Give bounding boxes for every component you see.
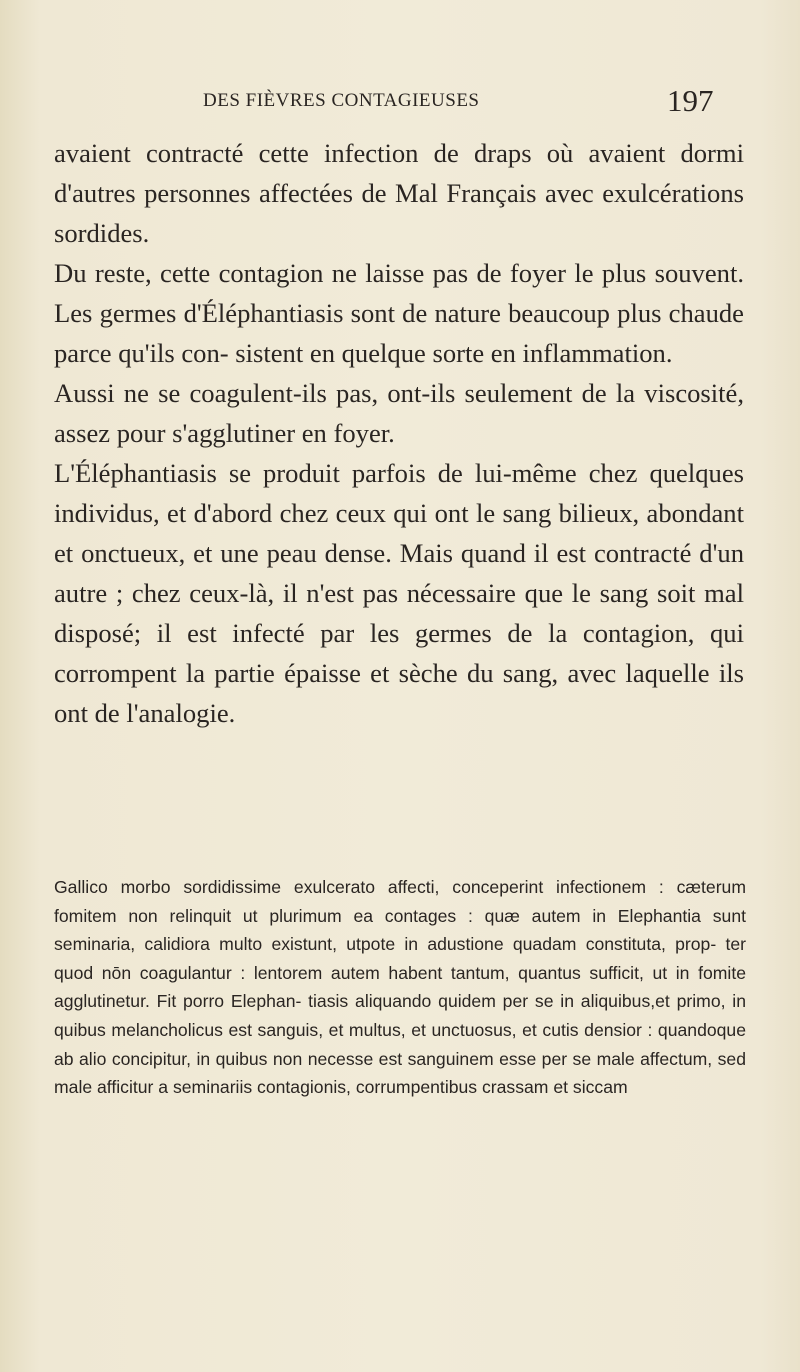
running-head-title: DES FIÈVRES CONTAGIEUSES — [203, 90, 480, 111]
french-translation — [54, 133, 744, 733]
french-paragraph-2: Du reste, cette contagion ne laisse pas de foyer le plus souvent. Les germes d'Éléphantiasis sont de nature beaucoup plus chaude parce qu'ils con- sistent en quelque sorte en inflammation. — [54, 258, 744, 368]
latin-original-text — [54, 873, 746, 1102]
french-paragraph-1: avaient contracté cette infection de draps où avaient dormi d'autres personnes affectées de Mal Français avec exulcérations sordides. — [54, 138, 744, 248]
french-paragraph-3: Aussi ne se coagulent-ils pas, ont-ils seulement de la viscosité, assez pour s'agglutiner en foyer. — [54, 378, 744, 448]
page-number: 197 — [667, 83, 714, 118]
french-paragraph-4: L'Éléphantiasis se produit parfois de lui-même chez quelques individus, et d'abord chez ceux qui ont le sang bilieux, abondant et onctueux, et une peau dense. Mais quand il est contracté d'un autre ; chez ceux-là, il n'est pas nécessaire que le sang soit mal disposé; il est infecté par les germes de la contagion, qui corrompent la partie épaisse et sèche du sang, avec laquelle ils ont de l'analogie. — [54, 458, 744, 728]
running-head — [0, 83, 800, 120]
latin-paragraph: Gallico morbo sordidissime exulcerato affecti, conceperint infectionem : cæterum fomitem non relinquit ut plurimum ea contages : quæ autem in Elephantia sunt seminaria, calidiora multo existunt, utpote in adustione quadam constituta, prop- ter quod nōn coagulantur : lentorem autem habent tantum, quantus sufficit, ut in fomite agglutinetur. Fit porro Elephan- tiasis aliquando quidem per se in aliquibus,et primo, in quibus melancholicus est sanguis, et multus, et unctuosus, et cutis densior : quandoque ab alio concipitur, in quibus non necesse est sanguinem esse per se male affectum, sed male afficitur a seminariis contagionis, corrumpentibus crassam et siccam — [54, 877, 746, 1098]
